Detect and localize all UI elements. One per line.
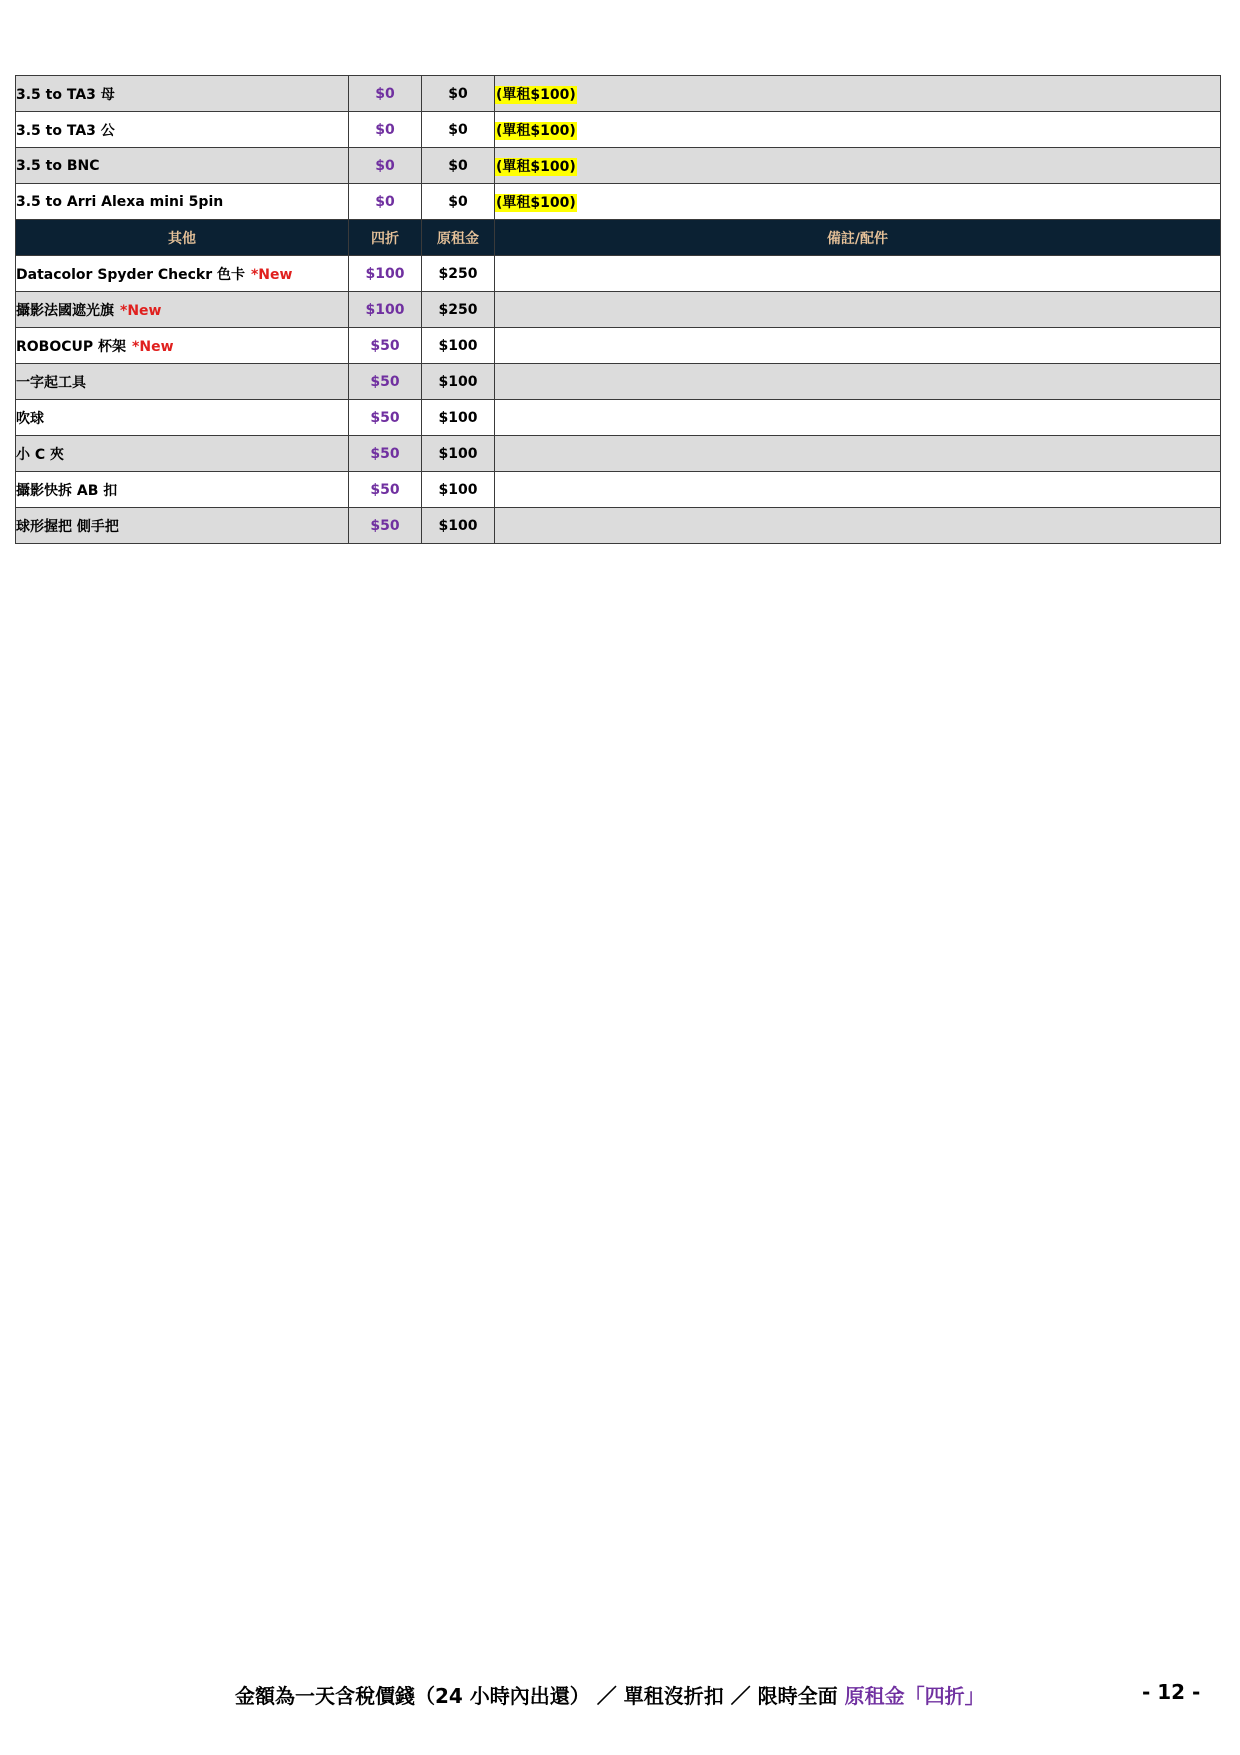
- original-price: $100: [422, 508, 495, 544]
- footer-note-main: 金額為一天含稅價錢（24 小時內出還） ／ 單租沒折扣 ／ 限時全面: [235, 1684, 845, 1708]
- item-name-cell: [16, 508, 349, 544]
- footer-note-accent: 原租金「四折」: [844, 1684, 985, 1708]
- table-row: [16, 436, 1221, 472]
- note-cell: [495, 256, 1221, 292]
- discount-price: $50: [349, 328, 422, 364]
- item-name: 球形握把 側手把: [16, 518, 119, 535]
- discount-price: $50: [349, 400, 422, 436]
- rental-price-table: [15, 75, 1221, 544]
- discount-price: $0: [349, 148, 422, 184]
- table-row: [16, 112, 1221, 148]
- item-name: 小 C 夾: [16, 446, 65, 463]
- original-price: $100: [422, 436, 495, 472]
- item-name-cell: [16, 184, 349, 220]
- note-cell: [495, 472, 1221, 508]
- single-rent-note: (單租$100): [496, 194, 576, 211]
- item-name-cell: [16, 400, 349, 436]
- item-name: 攝影快拆 AB 扣: [16, 482, 118, 499]
- table-row: [16, 184, 1221, 220]
- single-rent-note: (單租$100): [496, 158, 576, 175]
- note-cell: [495, 292, 1221, 328]
- new-tag: *New: [250, 266, 293, 283]
- discount-price: $50: [349, 472, 422, 508]
- new-tag: *New: [132, 338, 174, 355]
- original-price: $100: [422, 472, 495, 508]
- item-name: Datacolor Spyder Checkr 色卡: [16, 266, 245, 283]
- discount-price: $0: [349, 112, 422, 148]
- item-name-cell: [16, 148, 349, 184]
- discount-price: $0: [349, 184, 422, 220]
- note-cell: [495, 328, 1221, 364]
- item-name-cell: [16, 328, 349, 364]
- item-name: ROBOCUP 杯架: [16, 338, 127, 355]
- header-category: 其他: [16, 220, 349, 256]
- header-notes: 備註/配件: [495, 220, 1221, 256]
- original-price: $0: [422, 184, 495, 220]
- item-name: 攝影法國遮光旗: [16, 302, 114, 319]
- original-price: $250: [422, 256, 495, 292]
- item-name-cell: [16, 76, 349, 112]
- discount-price: $0: [349, 76, 422, 112]
- single-rent-note: (單租$100): [496, 86, 576, 103]
- item-name-cell: [16, 364, 349, 400]
- original-price: $250: [422, 292, 495, 328]
- table-row: [16, 508, 1221, 544]
- original-price: $0: [422, 148, 495, 184]
- discount-price: $50: [349, 508, 422, 544]
- original-price: $100: [422, 328, 495, 364]
- discount-price: $100: [349, 256, 422, 292]
- note-cell: [495, 112, 1221, 148]
- discount-price: $50: [349, 436, 422, 472]
- item-name: 3.5 to Arri Alexa mini 5pin: [16, 193, 224, 210]
- original-price: $100: [422, 364, 495, 400]
- item-name-cell: [16, 292, 349, 328]
- item-name-cell: [16, 112, 349, 148]
- footer: [0, 1680, 1240, 1710]
- original-price: $0: [422, 112, 495, 148]
- original-price: $100: [422, 400, 495, 436]
- section-header-row: [16, 220, 1221, 256]
- discount-price: $50: [349, 364, 422, 400]
- table-row: [16, 364, 1221, 400]
- note-cell: [495, 508, 1221, 544]
- item-name: 一字起工具: [16, 374, 86, 391]
- page-number: - 12 -: [1142, 1680, 1201, 1704]
- single-rent-note: (單租$100): [496, 122, 576, 139]
- table-row: [16, 148, 1221, 184]
- table-row: [16, 76, 1221, 112]
- item-name-cell: [16, 436, 349, 472]
- footer-note: [235, 1680, 985, 1709]
- new-tag: *New: [120, 302, 162, 319]
- item-name: 3.5 to TA3 母: [16, 86, 115, 103]
- table-row: [16, 328, 1221, 364]
- table-row: [16, 256, 1221, 292]
- note-cell: [495, 400, 1221, 436]
- header-original-price: 原租金: [422, 220, 495, 256]
- item-name-cell: [16, 256, 349, 292]
- item-name: 吹球: [16, 410, 44, 427]
- note-cell: [495, 76, 1221, 112]
- discount-price: $100: [349, 292, 422, 328]
- note-cell: [495, 184, 1221, 220]
- note-cell: [495, 148, 1221, 184]
- table-row: [16, 400, 1221, 436]
- original-price: $0: [422, 76, 495, 112]
- note-cell: [495, 436, 1221, 472]
- header-discount: 四折: [349, 220, 422, 256]
- item-name-cell: [16, 472, 349, 508]
- item-name: 3.5 to TA3 公: [16, 122, 115, 139]
- item-name: 3.5 to BNC: [16, 157, 100, 174]
- table-row: [16, 292, 1221, 328]
- table-row: [16, 472, 1221, 508]
- note-cell: [495, 364, 1221, 400]
